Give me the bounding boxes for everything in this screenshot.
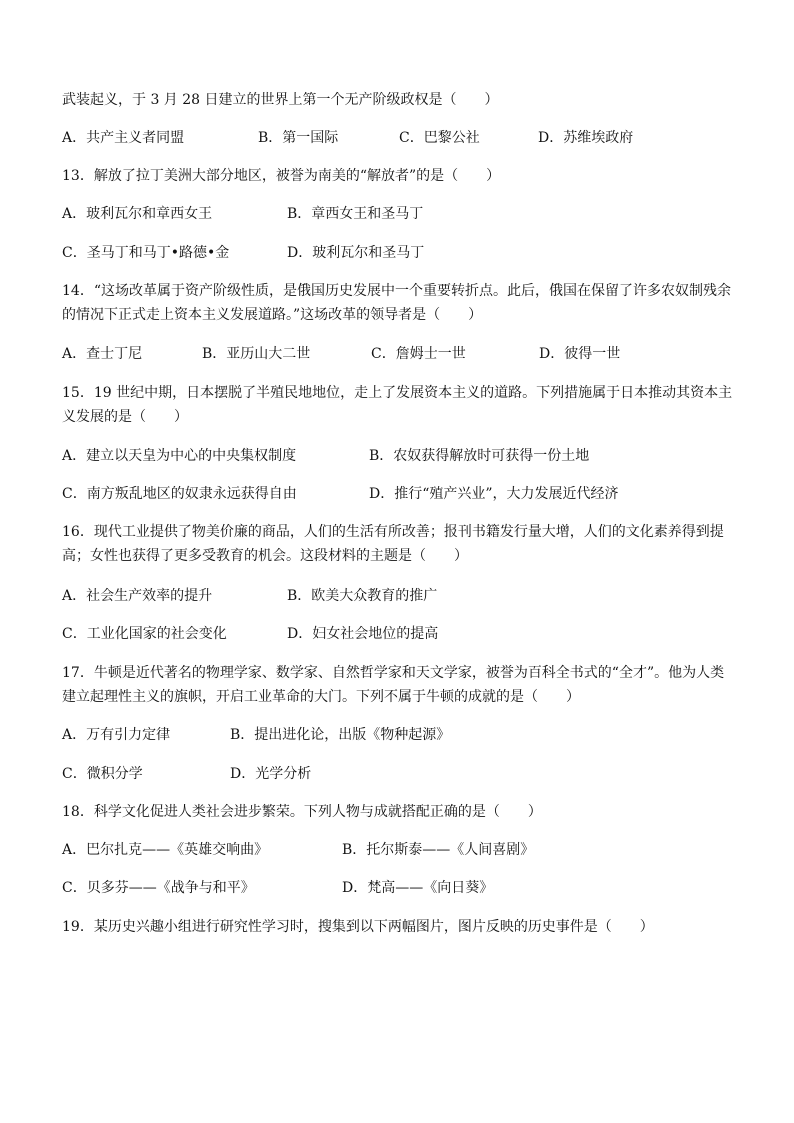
q17-stem-line1: 17．牛顿是近代著名的物理学家、数学家、自然哲学家和天文学家，被誉为百科全书式的“全才”。他为人类 — [62, 665, 725, 681]
q12-option-a[interactable]: A．共产主义者同盟 — [62, 130, 185, 146]
q13-option-d[interactable]: D．玻利瓦尔和圣马丁 — [287, 245, 425, 261]
q14-option-b[interactable]: B．亚历山大二世 — [202, 346, 311, 362]
q14-option-a[interactable]: A．查士丁尼 — [62, 346, 143, 362]
q18-options-row2 — [62, 878, 754, 898]
q14-stem-line2: 的情况下正式走上资本主义发展道路。”这场改革的领导者是（ ） — [62, 307, 483, 323]
q13-options-row1 — [62, 204, 754, 224]
q16-option-c[interactable]: C．工业化国家的社会变化 — [62, 626, 227, 642]
q17-option-b[interactable]: B．提出进化论，出版《物种起源》 — [230, 727, 451, 743]
q15-options-row2 — [62, 484, 754, 504]
q16-option-b[interactable]: B．欧美大众教育的推广 — [287, 588, 438, 604]
q16-option-a[interactable]: A．社会生产效率的提升 — [62, 588, 213, 604]
q18-option-d[interactable]: D．梵高——《向日葵》 — [342, 880, 494, 896]
q12-option-b[interactable]: B．第一国际 — [258, 130, 339, 146]
q18-stem: 18．科学文化促进人类社会进步繁荣。下列人物与成就搭配正确的是（ ） — [62, 804, 542, 820]
q17-option-a[interactable]: A．万有引力定律 — [62, 727, 171, 743]
q12-option-c[interactable]: C．巴黎公社 — [399, 130, 480, 146]
q18-options-row1 — [62, 840, 754, 860]
q16-options-row1 — [62, 586, 754, 606]
q17-stem-line2: 建立起理性主义的旗帜，开启工业革命的大门。下列不属于牛顿的成就的是（ ） — [62, 689, 580, 705]
q18-option-b[interactable]: B．托尔斯泰——《人间喜剧》 — [342, 842, 535, 858]
q16-option-d[interactable]: D．妇女社会地位的提高 — [287, 626, 439, 642]
q15-option-a[interactable]: A．建立以天皇为中心的中央集权制度 — [62, 448, 297, 464]
q15-stem-line2: 义发展的是（ ） — [62, 409, 188, 425]
q13-stem: 13．解放了拉丁美洲大部分地区，被誉为南美的“解放者”的是（ ） — [62, 168, 501, 184]
q12-options — [62, 128, 754, 148]
q17-options-row2 — [62, 764, 754, 784]
q13-option-a[interactable]: A．玻利瓦尔和章西女王 — [62, 206, 213, 222]
q12-option-d[interactable]: D．苏维埃政府 — [538, 130, 634, 146]
q14-options — [62, 344, 754, 364]
q15-options-row1 — [62, 446, 754, 466]
q14-stem-line1: 14．“这场改革属于资产阶级性质，是俄国历史发展中一个重要转折点。此后，俄国在保留了许多农奴制残余 — [62, 283, 731, 299]
q13-options-row2 — [62, 243, 754, 263]
q17-options-row1 — [62, 725, 754, 745]
q13-option-c[interactable]: C．圣马丁和马丁•路德•金 — [62, 245, 230, 261]
q15-option-b[interactable]: B．农奴获得解放时可获得一份土地 — [369, 448, 590, 464]
q14-option-d[interactable]: D．彼得一世 — [539, 346, 621, 362]
q19-stem: 19．某历史兴趣小组进行研究性学习时，搜集到以下两幅图片，图片反映的历史事件是（ ） — [62, 919, 654, 935]
q16-options-row2 — [62, 624, 754, 644]
q13-option-b[interactable]: B．章西女王和圣马丁 — [287, 206, 424, 222]
q18-option-a[interactable]: A．巴尔扎克——《英雄交响曲》 — [62, 842, 269, 858]
q14-option-c[interactable]: C．詹姆士一世 — [371, 346, 466, 362]
q17-option-c[interactable]: C．微积分学 — [62, 766, 143, 782]
q15-option-c[interactable]: C．南方叛乱地区的奴隶永远获得自由 — [62, 486, 297, 502]
q18-option-c[interactable]: C．贝多芬——《战争与和平》 — [62, 880, 255, 896]
q16-stem-line2: 高；女性也获得了更多受教育的机会。这段材料的主题是（ ） — [62, 548, 468, 564]
q15-option-d[interactable]: D．推行“殖产兴业”，大力发展近代经济 — [369, 486, 619, 502]
q12-stem-tail: 武装起义，于 3 月 28 日建立的世界上第一个无产阶级政权是（ ） — [62, 92, 499, 108]
q16-stem-line1: 16．现代工业提供了物美价廉的商品，人们的生活有所改善；报刊书籍发行量大增，人们的文化素养得到提 — [62, 524, 724, 540]
q17-option-d[interactable]: D．光学分析 — [230, 766, 312, 782]
q15-stem-line1: 15．19 世纪中期，日本摆脱了半殖民地地位，走上了发展资本主义的道路。下列措施属于日本推动其资本主 — [62, 385, 733, 401]
